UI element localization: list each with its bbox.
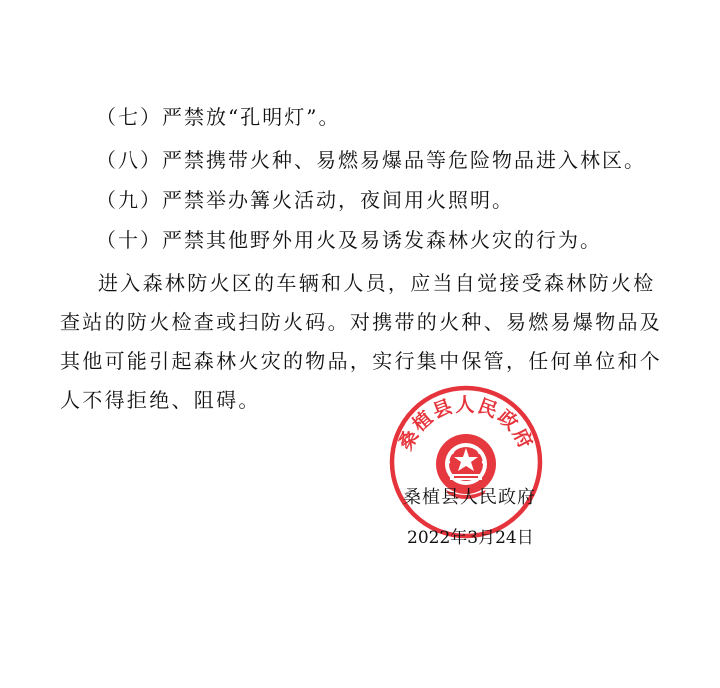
paragraph-line: 查站的防火检查或扫防火码。对携带的火种、易燃易爆物品及 xyxy=(60,310,663,334)
list-item: （十）严禁其他野外用火及易诱发森林火灾的行为。 xyxy=(96,228,602,252)
signature-date: 2022年3月24日 xyxy=(407,528,534,548)
list-item: （七）严禁放“孔明灯”。 xyxy=(96,105,341,129)
signature-org: 桑植县人民政府 xyxy=(403,487,536,508)
official-seal-icon xyxy=(386,382,546,542)
paragraph-line: 其他可能引起森林火灾的物品，实行集中保管，任何单位和个 xyxy=(60,349,663,373)
list-item: （九）严禁举办篝火活动，夜间用火照明。 xyxy=(96,188,514,212)
body-paragraph xyxy=(60,264,663,420)
svg-text:桑植县人民政府: 桑植县人民政府 xyxy=(394,393,538,454)
paragraph-line: 人不得拒绝、阻碍。 xyxy=(60,388,261,412)
list-item: （八）严禁携带火种、易燃易爆品等危险物品进入林区。 xyxy=(96,148,646,172)
paragraph-line: 进入森林防火区的车辆和人员，应当自觉接受森林防火检 xyxy=(98,271,656,295)
